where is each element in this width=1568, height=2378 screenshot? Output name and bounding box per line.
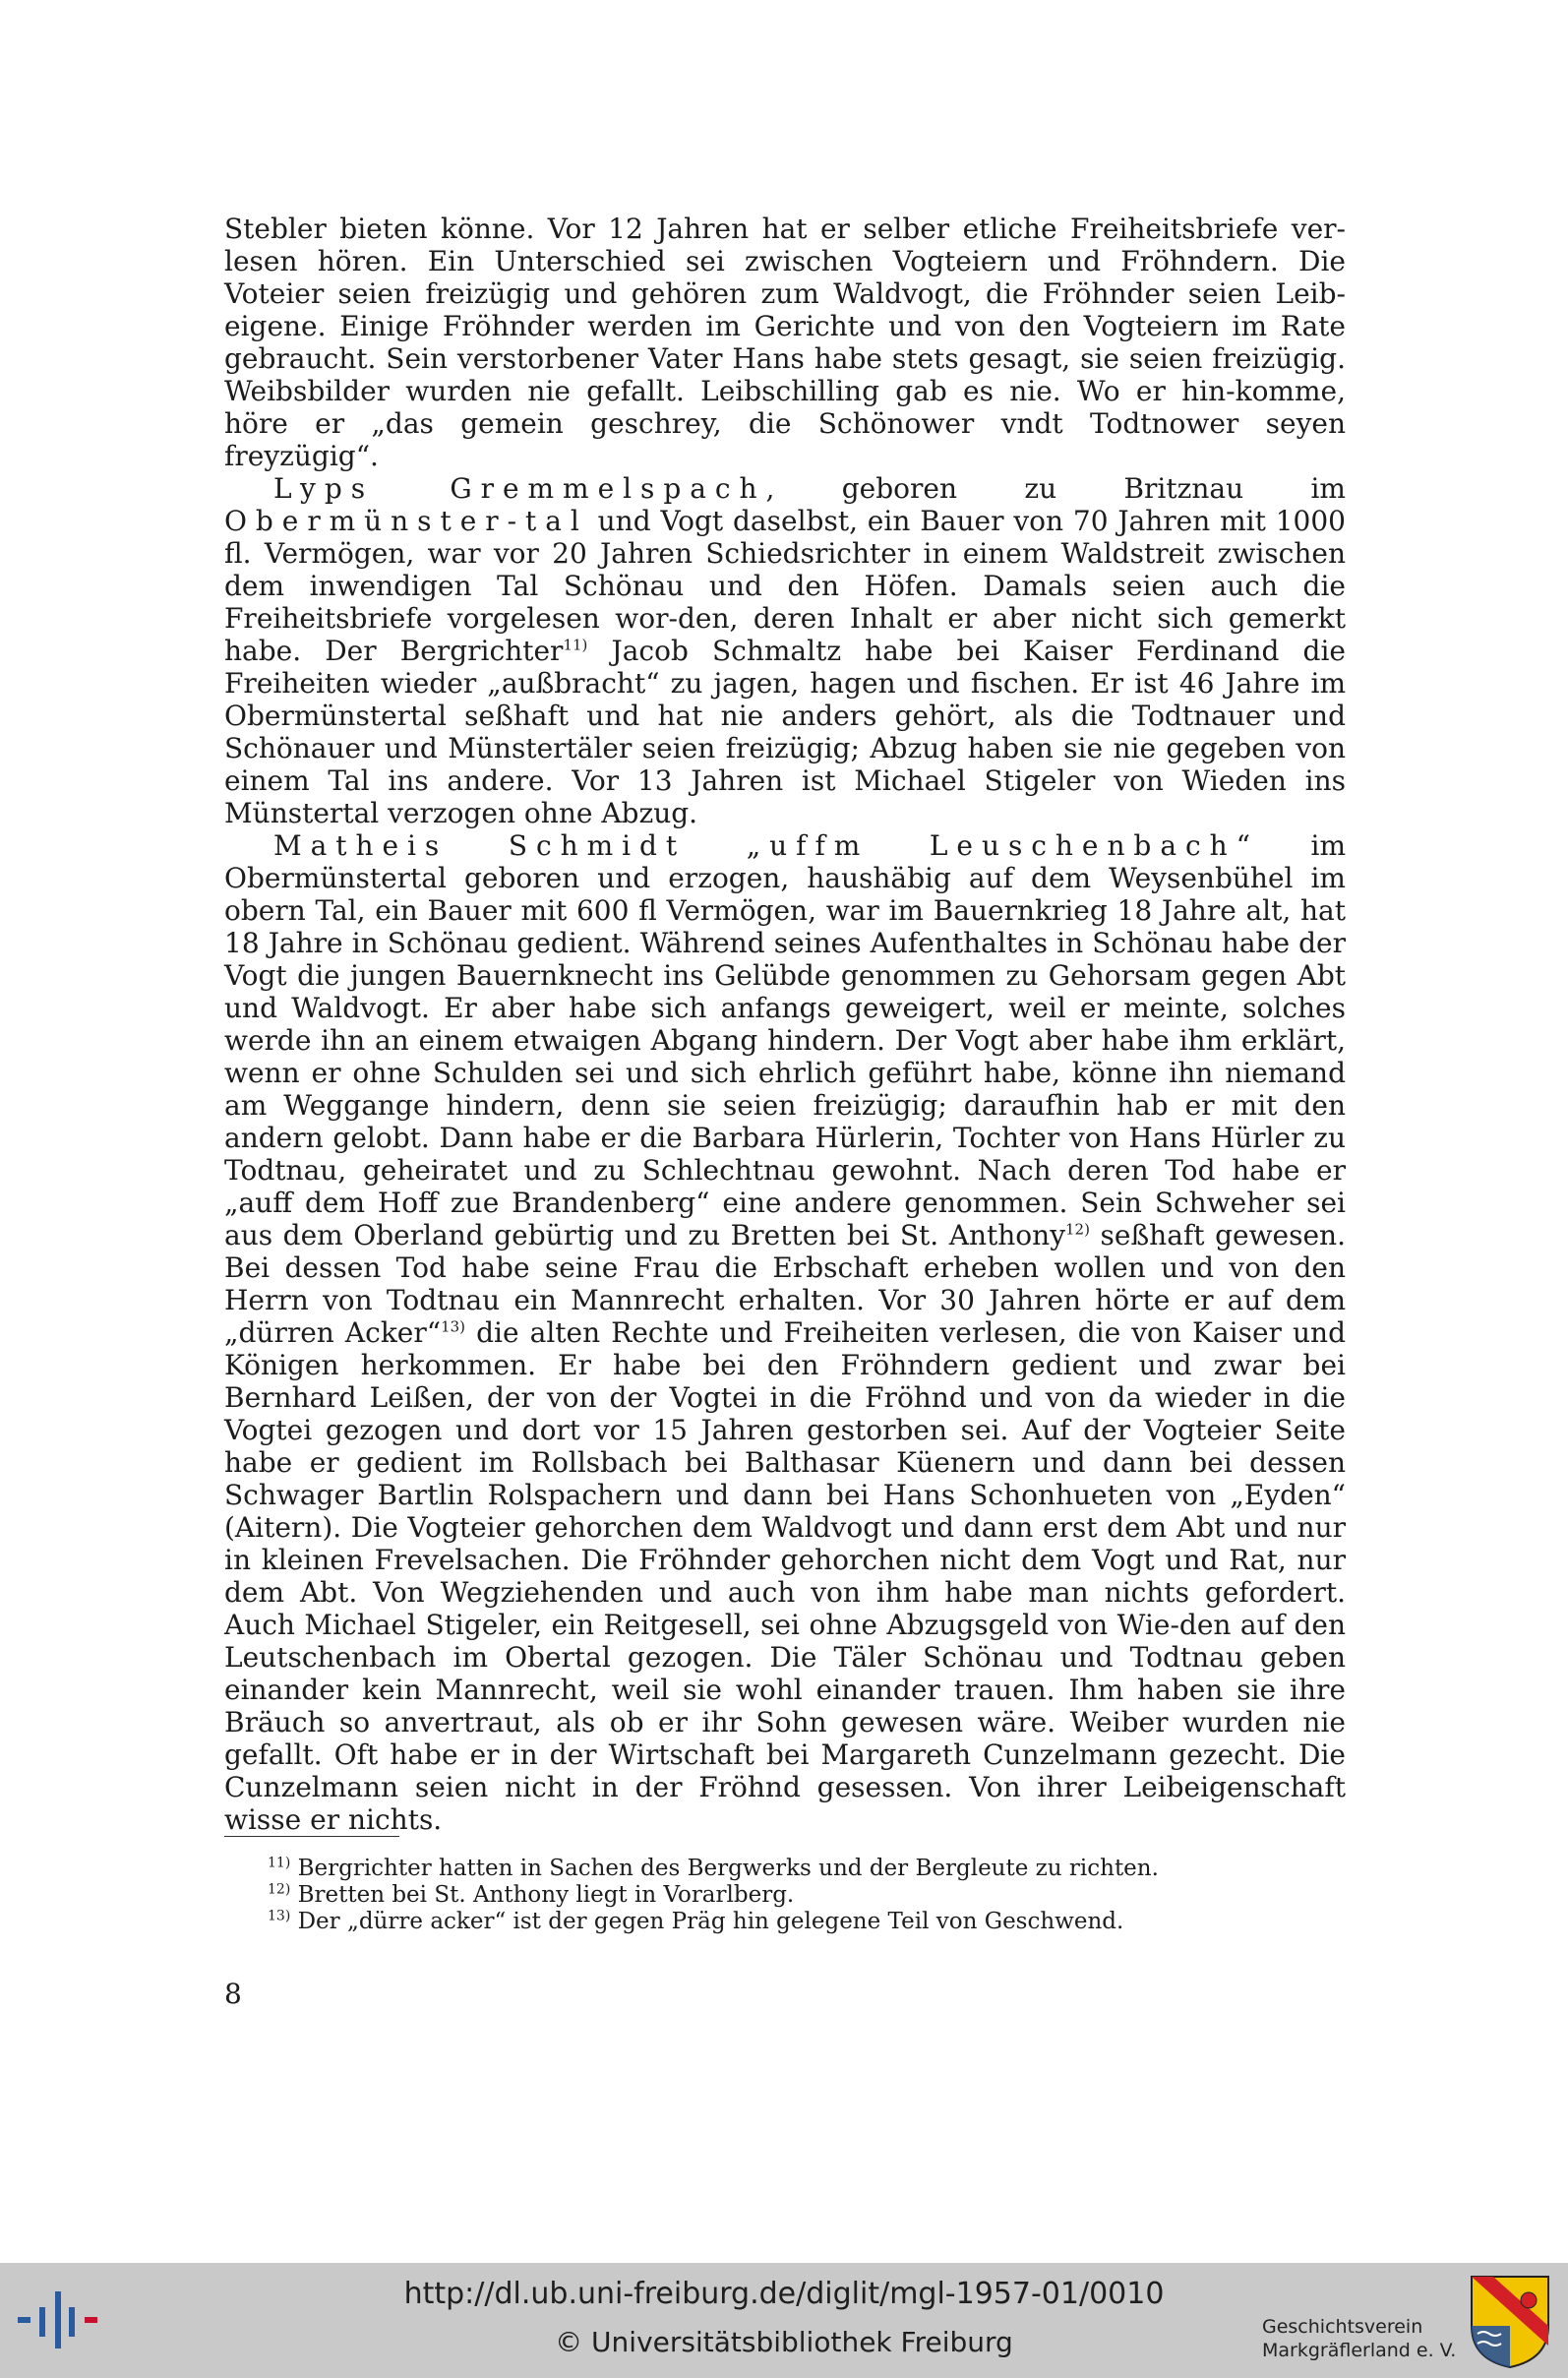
footer-url-link[interactable]: http://dl.ub.uni-freiburg.de/diglit/mgl-1957-01/0010 — [403, 2277, 1165, 2311]
footer-copyright: © Universitätsbibliothek Freiburg — [555, 2326, 1013, 2358]
footnote-ref-11: 11) — [563, 636, 588, 654]
main-text — [224, 213, 1346, 1836]
footnote-13: $^{13)}$ Der „dürre acker“ ist der gegen Präg hin gelegene Teil von Geschwend. — [268, 1908, 1124, 1934]
paragraph-1: Stebler bieten könne. Vor 12 Jahren hat er selber etliche Freiheitsbriefe ver-lesen hören. Ein Unterschied sei zwischen Vogteiern und Fröhndern. Die Voteier seien freizügig und gehören zum Waldvogt, die Fröhnder seien Leib-eigene. Einige Fröhnder werden im Gerichte und von den Vogteiern im Rate gebraucht. Sein verstorbener Vater Hans habe stets gesagt, sie seien freizügig. Weibsbilder wurden nie gefallt. Leibschilling gab es nie. Wo er hin-komme, höre er „das gemein geschrey, die Schönower vndt Todtnower seyen freyzügig“. — [224, 213, 1346, 472]
footnote-ref-13: 13) — [441, 1317, 466, 1336]
footnotes — [268, 1856, 1359, 1935]
footnote-ref-12: 12) — [1065, 1220, 1090, 1239]
page-number: 8 — [224, 1978, 242, 2010]
person-name-schmidt: Matheis Schmidt „uffm Leuschenbach“ — [273, 829, 1259, 862]
person-name-gremmelspach: Lyps Gremmelspach — [273, 472, 766, 505]
paragraph-2: Lyps Gremmelspach, geboren zu Britznau im Obermünster-tal und Vogt daselbst, ein Bauer von 70 Jahren mit 1000 fl. Vermögen, war vor 20 Jahren Schiedsrichter in einem Waldstreit zwischen dem inwendigen Tal Schönau und den Höfen. Damals seien auch die Freiheitsbriefe vorgelesen wor-den, deren Inhalt er aber nicht sich gemerkt habe. Der Bergrichter$^{11)}$ Jacob Schmaltz habe bei Kaiser Ferdinand die Freiheiten wieder „außbracht“ zu jagen, hagen und fischen. Er ist 46 Jahre im Obermünstertal seßhaft und hat nie anders gehört, als die Todtnauer und Schönauer und Münstertäler seien freizügig; Abzug haben sie nie gegeben von einem Tal ins andere. Vor 13 Jahren ist Michael Stigeler von Wieden ins Münstertal verzogen ohne Abzug. — [224, 472, 1346, 829]
place-name-obermuenstertal: Obermünster-tal — [224, 505, 588, 537]
footnote-11: $^{11)}$ Bergrichter hatten in Sachen des Bergwerks und der Bergleute zu richten. — [268, 1855, 1159, 1881]
footer-bar — [0, 2263, 1568, 2378]
society-name: Geschichtsverein Markgräflerland e. V. — [1262, 2316, 1457, 2361]
paragraph-3: Matheis Schmidt „uffm Leuschenbach“ im Obermünstertal geboren und erzogen, haushäbig auf dem Weysenbühel im obern Tal, ein Bauer mit 600 fl Vermögen, war im Bauernkrieg 18 Jahre alt, hat 18 Jahre in Schönau gedient. Während seines Aufenthaltes in Schönau habe der Vogt die jungen Bauernknecht ins Gelübde genommen zu Gehorsam gegen Abt und Waldvogt. Er aber habe sich anfangs geweigert, weil er meinte, solches werde ihn an einem etwaigen Abgang hindern. Der Vogt aber habe ihm erklärt, wenn er ohne Schulden sei und sich ehrlich geführt habe, könne ihn niemand am Weggange hindern, denn sie seien freizügig; daraufhin hab er mit den andern gelobt. Dann habe er die Barbara Hürlerin, Tochter von Hans Hürler zu Todtnau, geheiratet und zu Schlechtnau gewohnt. Nach deren Tod habe er „auff dem Hoff zue Brandenberg“ eine andere genommen. Sein Schweher sei aus dem Oberland gebürtig und zu Bretten bei St. Anthony$^{12)}$ seßhaft gewesen. Bei dessen Tod habe seine Frau die Erbschaft erheben wollen und von den Herrn von Todtnau ein Mannrecht erhalten. Vor 30 Jahren hörte er auf dem „dürren Acker“$^{13)}$ die alten Rechte und Freiheiten verlesen, die von Kaiser und Königen herkommen. Er habe bei den Fröhndern gedient und zwar bei Bernhard Leißen, der von der Vogtei in die Fröhnd und von da wieder in die Vogtei gezogen und dort vor 15 Jahren gestorben sei. Auf der Vogteier Seite habe er gedient im Rollsbach bei Balthasar Küenern und dann bei dessen Schwager Bartlin Rolspachern und dann bei Hans Schonhueten von „Eyden“ (Aitern). Die Vogteier gehorchen dem Waldvogt und dann erst dem Abt und nur in kleinen Frevelsachen. Die Fröhnder gehorchen nicht dem Vogt und Rat, nur dem Abt. Von Wegziehenden und auch von ihm habe man nichts gefordert. Auch Michael Stigeler, ein Reitgesell, sei ohne Abzugsgeld von Wie-den auf den Leutschenbach im Obertal gezogen. Die Täler Schönau und Todtnau geben einander kein Mannrecht, weil sie wohl einander trauen. Ihm haben sie ihre Bräuch so anvertraut, als ob er ihr Sohn gewesen wäre. Weiber wurden nie gefallt. Oft habe er in der Wirtschaft bei Margareth Cunzelmann gezecht. Die Cunzelmann seien nicht in der Fröhnd gesessen. Von ihrer Leibeigenschaft wisse er nichts. — [224, 829, 1346, 1836]
footnote-12: $^{12)}$ Bretten bei St. Anthony liegt in Vorarlberg. — [268, 1881, 795, 1908]
footnote-divider — [224, 1836, 399, 1837]
coat-of-arms-icon — [1470, 2275, 1550, 2369]
